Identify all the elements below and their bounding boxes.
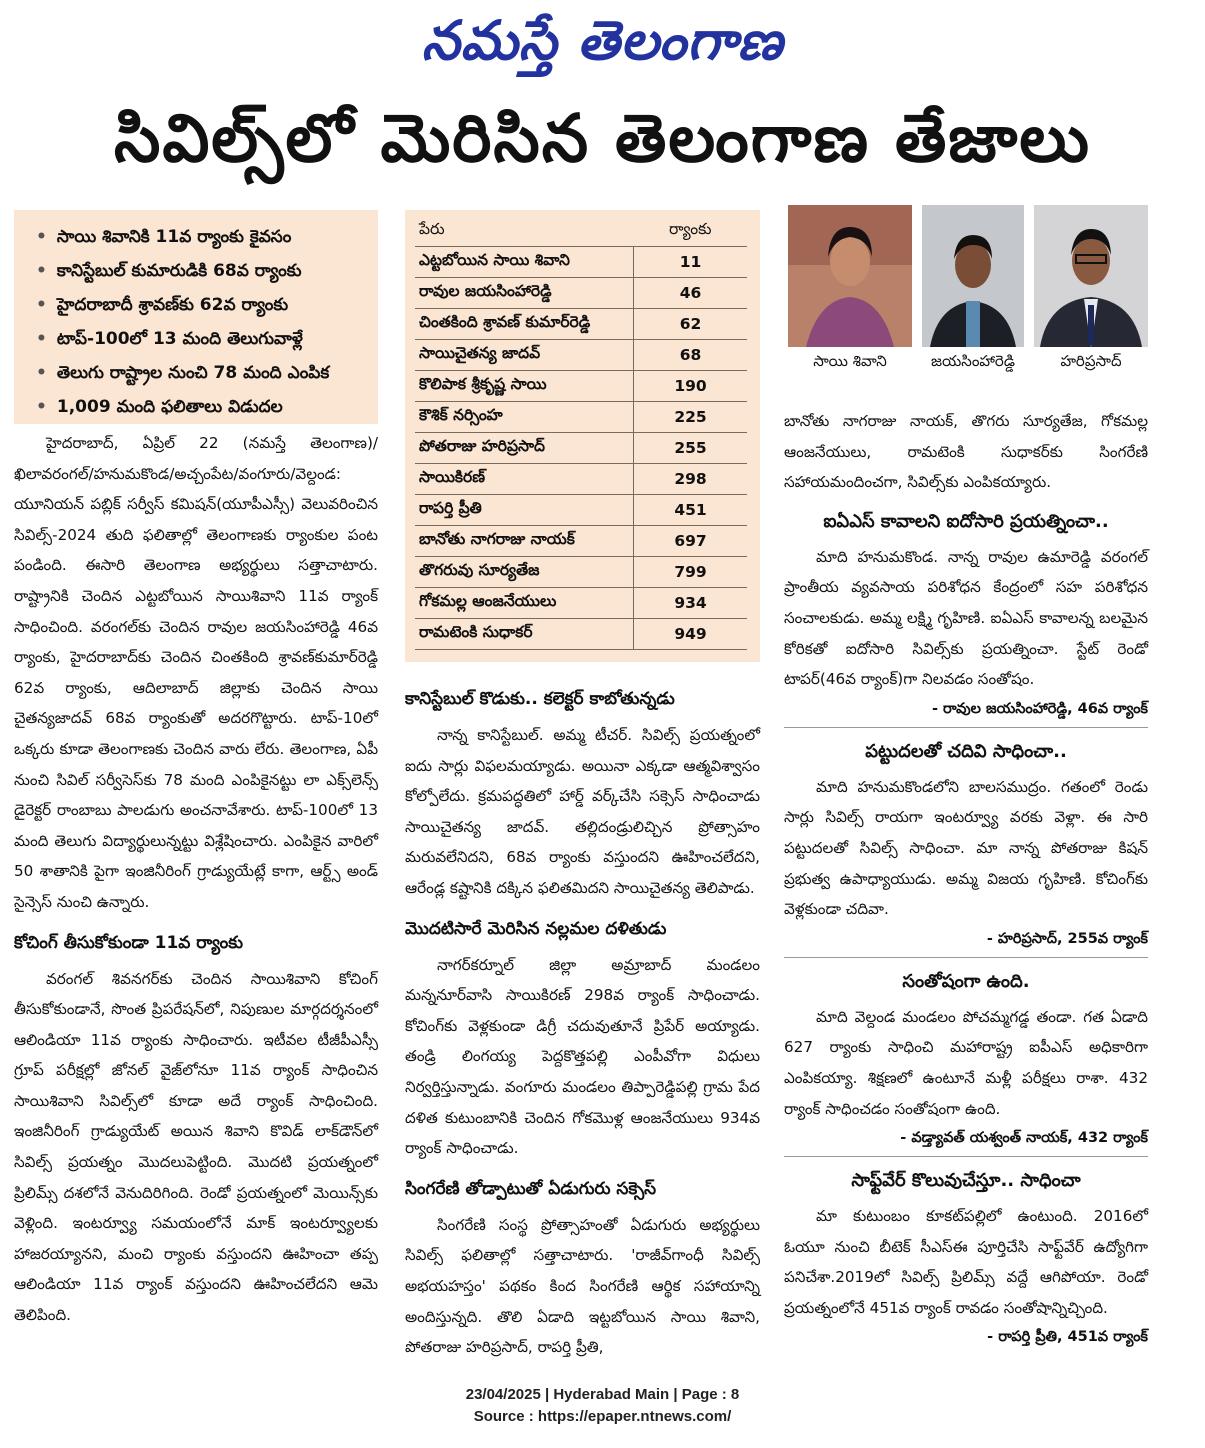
rank-table-rank: 298 — [634, 464, 748, 495]
rank-table-name: రాపర్తి ప్రీతి — [415, 495, 634, 526]
rank-table-name: కౌశిక్ నర్సింహ — [415, 402, 634, 433]
page-footer — [0, 1384, 1205, 1428]
rank-table-rank: 799 — [634, 557, 748, 588]
highlight-item: • 1,009 మంది ఫలితాలు విడుదల — [36, 390, 378, 424]
table-row — [415, 247, 747, 278]
table-header-rank: ర్యాంకు — [634, 216, 748, 247]
article-column-2 — [405, 674, 760, 1363]
table-row — [415, 526, 747, 557]
headline: సివిల్స్‌లో మెరిసిన తెలంగాణ తేజాలు — [114, 100, 1091, 177]
masthead-logo: నమస్తే తెలంగాణ — [421, 8, 784, 72]
byline: - రావుల జయసింహారెడ్డి, 46వ ర్యాంక్ — [784, 695, 1148, 728]
rank-table-rank: 934 — [634, 588, 748, 619]
footer-date-line: 23/04/2025 | Hyderabad Main | Page : 8 — [465, 1386, 740, 1403]
paragraph: బానోతు నాగరాజు నాయక్, తొగరు సూర్యతేజ, గోకమల్ల ఆంజనేయులు, రామటెంకి సుధాకర్‌కు సింగరేణి సహాయమందించగా, సివిల్స్‌కు ఎంపికయ్యారు. — [784, 412, 1148, 492]
highlight-item: • హైదరాబాదీ శ్రావణ్‌కు 62వ ర్యాంకు — [36, 288, 378, 322]
article-column-3 — [784, 406, 1148, 1361]
lead-paragraph: హైదరాబాద్, ఏప్రిల్ 22 (నమస్తే తెలంగాణ)/ ఖిలావరంగల్/హనుమకొండ/అచ్చంపేట/వంగూరు/వెల్దండ: యూనియన్ పబ్లిక్ సర్వీస్ కమిషన్(యూపీఎస్సీ) వెలువరించిన సివిల్స్-2024 తుది ఫలితాల్లో తెలంగాణకు ర్యాంకుల పంట పండింది. ఈసారి తెలంగాణ అభ్యర్థులు సత్తాచాటారు. రాష్ట్రానికి చెందిన ఎట్టబోయిన సాయిశివాని 11వ ర్యాంక్ సాధించింది. వరంగల్‌కు చెందిన రావుల జయసింహారెడ్డి 46వ ర్యాంకు, హైదరాబాద్‌కు చెందిన చింతకింది శ్రావణ్‌కుమార్‌రెడ్డి 62వ ర్యాంకు, ఆదిలాబాద్ జిల్లాకు చెందిన సాయి చైతన్యజాదవ్ 68వ ర్యాంకుతో అదరగొట్టారు. టాప్-10లో ఒక్కరు కూడా తెలంగాణకు చెందిన వారు లేరు. తెలంగాణ, ఏపీ నుంచి సివిల్ సర్వీసెస్‌కు 78 మంది ఎంపికైనట్టు లా ఎక్స్‌లెన్స్ డైరెక్టర్ రాంబాబు పాలడుగు అంచనావేశారు. టాప్-100లో 13 మంది తెలుగు విద్యార్థులున్నట్టు విశ్లేషించారు. ఎంపికైన వారిలో 50 శాతానికి పైగా ఇంజినీరింగ్ గ్రాడ్యుయేట్లే కాగా, ఆర్ట్స్ అండ్ సైన్సెస్ నుంచి ఉన్నారు. — [14, 434, 378, 911]
rank-table-name: ఎట్టబోయిన సాయి శివాని — [415, 247, 634, 278]
highlight-item: • టాప్-100లో 13 మంది తెలుగువాళ్లే — [36, 322, 378, 356]
paragraph: మాది వెల్దండ మండలం పోచమ్మగడ్డ తండా. గత ఏడాది 627 ర్యాంకు సాధించి మహారాష్ట్ర ఐపీఎస్ అధికారిగా ఎంపికయ్యా. శిక్షణలో ఉంటూనే మళ్లీ పరీక్షలు రాశా. 432 ర్యాంక్ సాధించడం సంతోషంగా ఉంది. — [784, 1007, 1148, 1118]
photo-jayasimha-reddy — [922, 205, 1024, 347]
subheading: కోచింగ్ తీసుకోకుండా 11వ ర్యాంకు — [14, 932, 244, 953]
footer-source-link[interactable]: Source : https://epaper.ntnews.com/ — [473, 1408, 732, 1425]
byline: - రాపర్తి ప్రీతి, 451వ ర్యాంక్ — [987, 1329, 1148, 1346]
highlight-item: • తెలుగు రాష్ట్రాల నుంచి 78 మంది ఎంపిక — [36, 356, 378, 390]
table-row — [415, 588, 747, 619]
paragraph: మా కుటుంబం కూకట్‌పల్లిలో ఉంటుంది. 2016లో ఓయూ నుంచి బీటెక్ సీఎస్‌ఈ పూర్తిచేసి సాఫ్ట్‌వేర్ ఉద్యోగిగా పనిచేశా.2019లో సివిల్స్ ప్రిలిమ్స్ వద్దే ఆగిపోయా. రెండో ప్రయత్నంలోనే 451వ ర్యాంక్ రావడం సంతోషాన్నిచ్చింది. — [784, 1207, 1148, 1317]
rank-table-rank: 451 — [634, 495, 748, 526]
photo-caption: సాయి శివాని — [813, 352, 887, 370]
table-row — [415, 557, 747, 588]
table-row — [415, 309, 747, 340]
subheading: సంతోషంగా ఉంది. — [902, 970, 1030, 992]
rank-table-rank: 697 — [634, 526, 748, 557]
rank-table-rank: 255 — [634, 433, 748, 464]
rank-table-rank: 949 — [634, 619, 748, 650]
table-header-name: పేరు — [415, 216, 634, 247]
table-row — [415, 495, 747, 526]
table-row — [415, 402, 747, 433]
byline: - వడ్త్యావత్ యశ్వంత్ నాయక్, 432 ర్యాంక్ — [784, 1124, 1148, 1157]
paragraph: నాన్న కానిస్టేబుల్. అమ్మ టీచర్. సివిల్స్ ప్రయత్నంలో ఐదు సార్లు విఫలమయ్యాడు. అయినా ఎక్కడా ఆత్మవిశ్వాసం కోల్పోలేదు. క్రమపద్ధతిలో హార్డ్ వర్క్‌చేసి సక్సెస్ సాధించాడు సాయిచైతన్య జాదవ్. తల్లిదండ్రులిచ్చిన ప్రోత్సాహం మరువలేనిదని, 68వ ర్యాంకు వస్తుందని ఊహించలేదని, ఆరేండ్ల కష్టానికి దక్కిన ఫలితమిదని సాయిచైతన్య తెలిపాడు. — [405, 726, 760, 897]
table-row — [415, 619, 747, 650]
paragraph: సింగరేణి సంస్థ ప్రోత్సాహంతో ఏడుగురు అభ్యర్థులు సివిల్స్ ఫలితాల్లో సత్తాచాటారు. 'రాజీవ్‌గాంధీ సివిల్స్ అభయహస్తం' పథకం కింద సింగరేణి ఆర్థిక సహాయాన్ని అందిస్తున్నది. తొలి ఏడాది ఇట్టబోయిన సాయి శివాని, పోతరాజు హరిప్రసాద్, రాపర్తి ప్రీతి, — [405, 1215, 760, 1357]
rank-table-rank: 11 — [634, 247, 748, 278]
highlight-item: • సాయి శివానికి 11వ ర్యాంకు కైవసం — [36, 220, 378, 254]
subheading: కానిస్టేబుల్ కొడుకు.. కలెక్టర్ కాబోతున్నడు — [405, 689, 675, 709]
subheading: సింగరేణి తోడ్పాటుతో ఏడుగురు సక్సెస్ — [405, 1178, 657, 1199]
table-row — [415, 464, 747, 495]
photo-hariprasad — [1034, 205, 1148, 347]
highlights-box — [14, 210, 378, 424]
rank-table-name: కొలిపాక శ్రీకృష్ణ సాయి — [415, 371, 634, 402]
rank-table-rank: 68 — [634, 340, 748, 371]
highlight-item: • కానిస్టేబుల్ కుమారుడికి 68వ ర్యాంకు — [36, 254, 378, 288]
subheading: మొదటిసారే మెరిసిన నల్లమల దళితుడు — [405, 918, 667, 939]
rank-table-name: రావుల జయసింహారెడ్డి — [415, 278, 634, 309]
table-row — [415, 278, 747, 309]
byline: - హరిప్రసాద్, 255వ ర్యాంక్ — [784, 925, 1148, 958]
table-row — [415, 340, 747, 371]
rank-table-name: సాయిచైతన్య జాదవ్ — [415, 340, 634, 371]
rank-table-rank: 46 — [634, 278, 748, 309]
rank-table-name: పోతరాజు హరిప్రసాద్ — [415, 433, 634, 464]
photo-caption: హరిప్రసాద్ — [1060, 352, 1122, 370]
rank-table-rank: 225 — [634, 402, 748, 433]
subheading: ఐఏఎస్ కావాలని ఐదోసారి ప్రయత్నించా.. — [823, 510, 1109, 532]
rank-table-name: తొగరువు సూర్యతేజ — [415, 557, 634, 588]
rank-table-name: చింతకింది శ్రావణ్ కుమార్‌రెడ్డి — [415, 309, 634, 340]
paragraph: వరంగల్ శివనగర్‌కు చెందిన సాయిశివాని కోచింగ్ తీసుకోకుండానే, సొంత ప్రిపరేషన్‌లో, నిపుణుల మార్గదర్శనంలో ఆలిండియా 11వ ర్యాంకు సాధించారు. ఇటీవల టీజీపీఎస్సీ గ్రూప్ పరీక్షల్లో జోనల్ వైజ్‌లోనూ 11వ ర్యాంక్ సాధించిన సాయిశివాని సివిల్స్‌లో కూడా అదే ర్యాంక్ సాధించింది. ఇంజినీరింగ్ గ్రాడ్యుయేట్ అయిన శివాని కొవిడ్ లాక్‌డౌన్‌లో సివిల్స్ ప్రయత్నం మొదలుపెట్టింది. మొదటి ప్రయత్నంలో ప్రిలిమ్స్ దశలోనే వెనుదిరిగింది. రెండో ప్రయత్నంలో మెయిన్స్‌కు వెళ్లింది. ఇంటర్వ్యూ సమయంలోనే మాక్ ఇంటర్వ్యూలకు హాజరయ్యానని, మంచి ర్యాంకు వస్తుందని ఊహించా తప్ప ఆలిండియా 11వ ర్యాంక్ వస్తుందని ఊహించలేదని ఆమె తెలిపింది. — [14, 969, 378, 1325]
subheading: సాఫ్ట్‌వేర్ కొలువుచేస్తూ.. సాధించా — [851, 1170, 1081, 1192]
subheading: పట్టుదలతో చదివి సాధించా.. — [865, 740, 1067, 762]
paragraph: నాగర్‌కర్నూల్ జిల్లా అమ్రాబాద్ మండలం మన్ననూర్‌వాసి సాయికిరణ్ 298వ ర్యాంక్ సాధించాడు. కోచింగ్‌కు వెళ్లకుండా డిగ్రీ చదువుతూనే ప్రిపేర్ అయ్యాడు. తండ్రి లింగయ్య పెద్దకొత్తపల్లి ఎంపీవోగా విధులు నిర్వర్తిస్తున్నాడు. వంగూరు మండలం తిప్పారెడ్డిపల్లి గ్రామ పేద దళిత కుటుంబానికి చెందిన గోకమొళ్ల ఆంజనేయులు 934వ ర్యాంక్ సాధించాడు. — [405, 955, 760, 1158]
rank-table-rank: 190 — [634, 371, 748, 402]
rank-table-name: గోకమల్ల ఆంజనేయులు — [415, 588, 634, 619]
paragraph: మాది హనుమకొండలోని బాలసముద్రం. గతంలో రెండు సార్లు సివిల్స్ రాయగా ఇంటర్వ్యూ వరకు వెళ్లా. ఈ సారి పట్టుదలతో సివిల్స్ సాధించా. మా నాన్న పోతరాజు కిషన్ ప్రభుత్వ ఉపాధ్యాయుడు. అమ్మ విజయ గృహిణి. కోచింగ్‌కు వెళ్లకుండా చదివా. — [784, 777, 1148, 919]
paragraph: మాది హనుమకొండ. నాన్న రావుల ఉమారెడ్డి వరంగల్ ప్రాంతీయ వ్యవసాయ పరిశోధన కేంద్రంలో సహ పరిశోధన సంచాలకుడు. అమ్మ లక్ష్మి గృహిణి. ఐఏఎస్ కావాలన్న బలమైన కోరికతో ఐదోసారి సివిల్స్‌కు ప్రయత్నించా. స్టేట్ రెండో టాపర్(46వ ర్యాంక్)గా నిలవడం సంతోషం. — [784, 547, 1148, 689]
article-column-1 — [14, 428, 378, 1331]
rank-table-rank: 62 — [634, 309, 748, 340]
rank-table-name: సాయికిరణ్ — [415, 464, 634, 495]
photo-sai-shivani — [788, 205, 912, 347]
table-row — [415, 371, 747, 402]
table-row — [415, 433, 747, 464]
rank-table — [405, 210, 760, 662]
photo-caption: జయసింహారెడ్డి — [931, 352, 1015, 370]
rank-table-name: బానోతు నాగరాజు నాయక్ — [415, 526, 634, 557]
rank-table-name: రామటెంకి సుధాకర్ — [415, 619, 634, 650]
